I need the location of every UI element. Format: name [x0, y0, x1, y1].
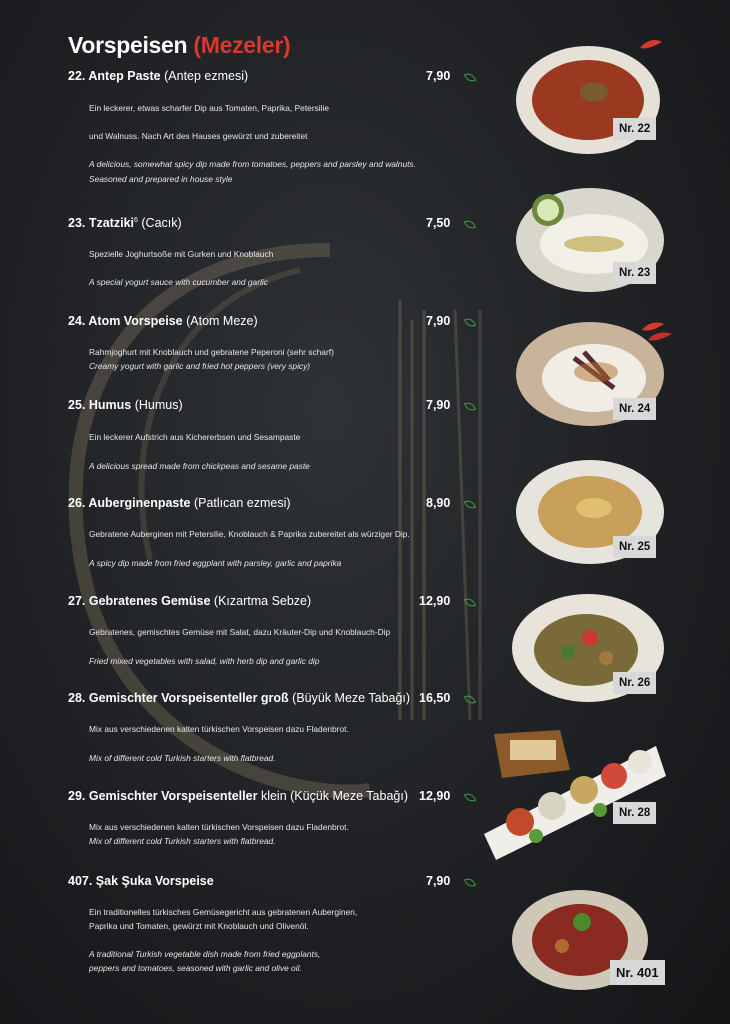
item-description-de: Spezielle Joghurtsoße mit Gurken und Knoblauch: [89, 249, 274, 259]
item-name: 25. Humus (Humus): [68, 398, 183, 412]
dish-number-tag: Nr. 401: [610, 960, 665, 985]
item-description-de: Mix aus verschiedenen kalten türkischen Vorspeisen dazu Fladenbrot.: [89, 724, 349, 734]
menu-item-26: [68, 496, 468, 568]
item-price: 7,90: [426, 398, 451, 412]
menu-item-23: [68, 216, 468, 287]
dish-photo-28: [480, 726, 666, 862]
item-description-en: A spicy dip made from fried eggplant with parsley, garlic and paprika: [89, 558, 342, 568]
item-name: 29. Gemischter Vorspeisenteller klein (Küçük Meze Tabağı): [68, 789, 409, 803]
menu-item-27: [68, 594, 468, 666]
item-price: 7,90: [426, 874, 451, 888]
item-description-de: Mix aus verschiedenen kalten türkischen Vorspeisen dazu Fladenbrot.: [89, 822, 349, 832]
item-description-de: Gebratenes, gemischtes Gemüse mit Salat, dazu Kräuter-Dip und Knoblauch-Dip: [89, 627, 391, 637]
dish-photo-22: [514, 44, 666, 160]
menu-item-22: [68, 69, 468, 184]
item-price: 16,50: [419, 691, 451, 705]
item-price: 12,90: [419, 789, 451, 803]
dish-number-tag: Nr. 26: [613, 672, 656, 694]
item-description-en: Mix of different cold Turkish starters with flatbread.: [89, 753, 276, 763]
dish-number-tag: Nr. 28: [613, 802, 656, 824]
dish-number-tag: Nr. 24: [613, 398, 656, 420]
item-description-en: Fried mixed vegetables with salad, with herb dip and garlic dip: [89, 656, 320, 666]
item-price: 7,90: [426, 69, 451, 83]
item-description-de: und Walnuss. Nach Art des Hauses gewürzt und zubereitet: [89, 131, 308, 141]
dish-number-tag: Nr. 22: [613, 118, 656, 140]
item-description-en: A traditional Turkish vegetable dish made from fried eggplants,: [89, 949, 321, 959]
item-price: 8,90: [426, 496, 451, 510]
item-name: 28. Gemischter Vorspeisenteller groß (Büyük Meze Tabağı): [68, 691, 411, 705]
menu-item-25: [68, 398, 468, 471]
item-name: 22. Antep Paste (Antep ezmesi): [68, 69, 249, 83]
item-description-en: Seasoned and prepared in house style: [89, 174, 233, 184]
menu-item-29: [68, 789, 468, 846]
item-description-en: A delicious spread made from chickpeas and sesame paste: [89, 461, 310, 471]
item-description-en: Mix of different cold Turkish starters with flatbread.: [89, 836, 276, 846]
item-price: 7,50: [426, 216, 451, 230]
item-description-de: Gebratene Auberginen mit Petersilie, Knoblauch & Paprika zubereitet als würziger Dip.: [89, 529, 410, 539]
dish-number-tag: Nr. 23: [613, 262, 656, 284]
item-name: 24. Atom Vorspeise (Atom Meze): [68, 314, 258, 328]
item-name: 27. Gebratenes Gemüse (Kızartma Sebze): [68, 594, 312, 608]
item-description-de: Ein leckerer, etwas scharfer Dip aus Tomaten, Paprika, Petersilie: [89, 103, 330, 113]
item-price: 12,90: [419, 594, 451, 608]
item-description-en: A delicious, somewhat spicy dip made from tomatoes, peppers and parsley and walnuts.: [89, 159, 416, 169]
item-description-en: A special yogurt sauce with cucumber and garlic: [89, 277, 268, 287]
item-name: 23. Tzatziki$^6$ (Cacık): [68, 216, 182, 230]
item-price: 7,90: [426, 314, 451, 328]
item-description-de: Paprika und Tomaten, gewürzt mit Knoblauch und Olivenöl.: [89, 921, 309, 931]
item-description-de: Ein traditionelles türkisches Gemüsegericht aus gebratenen Auberginen,: [89, 907, 358, 917]
item-name: 407. Şak Şuka Vorspeise: [68, 874, 214, 888]
menu-item-407: [68, 874, 468, 973]
item-description-en: Creamy yogurt with garlic and fried hot peppers (very spicy): [89, 361, 311, 371]
item-description-de: Ein leckerer Aufstrich aus Kichererbsen und Sesampaste: [89, 432, 301, 442]
item-description-en: peppers and tomatoes, seasoned with garlic and olive oil.: [89, 963, 302, 973]
item-name: 26. Auberginenpaste (Patlıcan ezmesi): [68, 496, 291, 510]
menu-item-24: [68, 314, 468, 371]
menu-item-28: [68, 691, 468, 763]
dish-number-tag: Nr. 25: [613, 536, 656, 558]
title-sub: (Mezeler): [193, 32, 291, 58]
title-main: Vorspeisen: [68, 32, 188, 58]
item-description-de: Rahmjoghurt mit Knoblauch und gebratene Peperoni (sehr scharf): [89, 347, 334, 357]
page-title: [68, 32, 290, 59]
